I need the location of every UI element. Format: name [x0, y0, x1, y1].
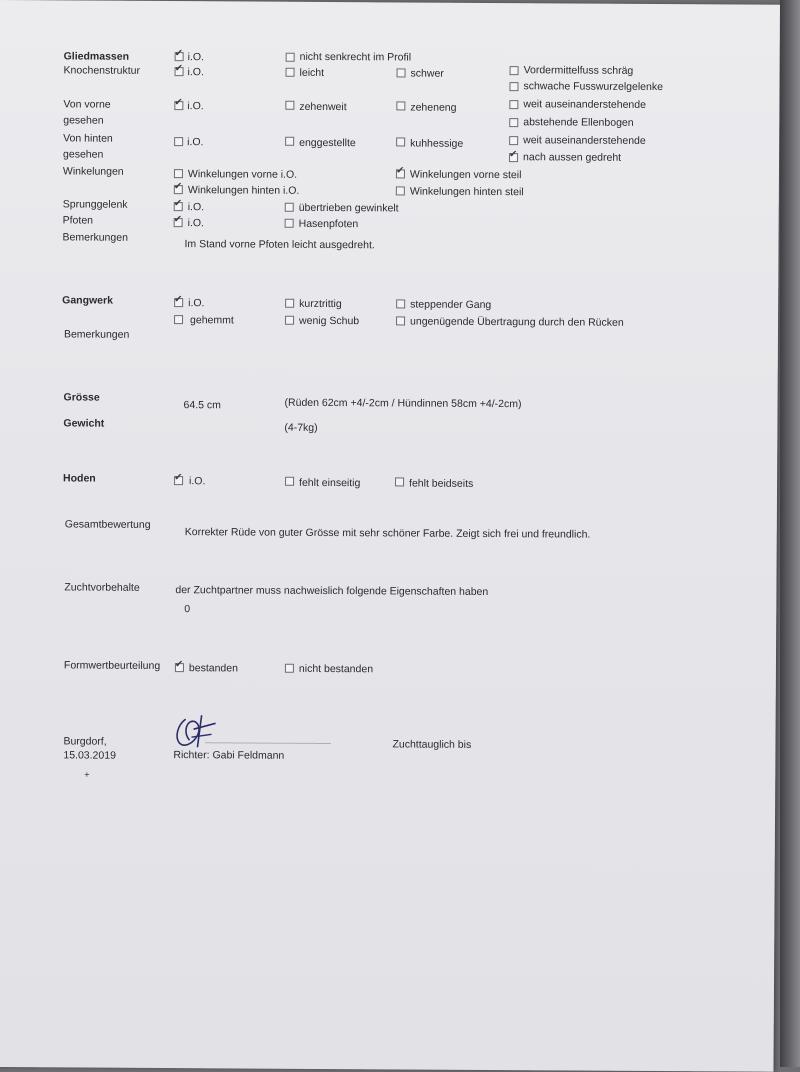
option-label: nicht bestanden — [298, 662, 374, 676]
checkbox-winkel-hinten-io[interactable] — [174, 185, 183, 194]
label-knochenstruktur: Knochenstruktur — [63, 64, 141, 77]
checkbox-hoden-io[interactable] — [174, 476, 183, 485]
option-label: i.O. — [189, 475, 206, 488]
option-label: weit auseinanderstehende — [523, 98, 647, 111]
option-label: fehlt beidseits — [409, 477, 474, 490]
checkbox-sprung-io[interactable] — [174, 202, 183, 211]
option-label: weit auseinanderstehende — [523, 134, 646, 147]
checkbox-zeheneng[interactable] — [396, 101, 405, 110]
option-label: i.O. — [187, 51, 205, 64]
checkbox-ellenbogen[interactable] — [509, 118, 518, 127]
checkbox-schwer[interactable] — [397, 68, 406, 77]
zucht-value: 0 — [184, 603, 191, 616]
checkbox-zehenweit[interactable] — [285, 101, 294, 110]
checkbox-kuhhessige[interactable] — [396, 137, 405, 146]
checkbox-wenig-schub[interactable] — [285, 316, 294, 325]
checkbox-pfoten-io[interactable] — [174, 218, 183, 227]
label-sprunggelenk: Sprunggelenk — [62, 198, 128, 211]
option-label: schwer — [410, 67, 444, 80]
checkbox-weit-auseinander-vorne[interactable] — [509, 100, 518, 109]
option-label: fehlt einseitig — [299, 476, 361, 490]
option-label: Winkelungen vorne i.O. — [187, 168, 298, 181]
checkbox-fehlt-beidseits[interactable] — [395, 477, 404, 486]
option-label: zehenweit — [299, 100, 347, 114]
checkbox-hasenpfoten[interactable] — [285, 219, 294, 228]
option-label: i.O. — [188, 297, 205, 310]
ort: Burgdorf, — [63, 735, 107, 748]
option-label: kurztrittig — [299, 297, 342, 311]
option-label: übertrieben gewinkelt — [298, 201, 399, 215]
label-gewicht: Gewicht — [63, 417, 105, 430]
label-zuchtvorbehalte: Zuchtvorbehalte — [64, 581, 140, 594]
label-groesse: Grösse — [63, 391, 100, 404]
option-label: gehemmt — [190, 314, 234, 327]
label-formwert: Formwertbeurteilung — [63, 659, 161, 672]
checkbox-hinten-io[interactable] — [174, 137, 183, 146]
checkbox-vordermittelfuss[interactable] — [510, 66, 519, 75]
checkbox-steppender[interactable] — [396, 299, 405, 308]
paper-edge — [780, 0, 800, 1067]
option-label: Vordermittelfuss schräg — [523, 64, 634, 77]
option-label: Winkelungen hinten i.O. — [187, 184, 300, 197]
option-label: Hasenpfoten — [298, 217, 359, 231]
label-gliedmassen: Gliedmassen — [63, 50, 130, 63]
option-label: ungenügende Übertragung durch den Rücken — [410, 315, 624, 329]
label-gesamtbewertung: Gesamtbewertung — [64, 518, 151, 531]
zucht-text: der Zuchtpartner muss nachweislich folgende Eigenschaften haben — [175, 584, 489, 598]
option-label: steppender Gang — [410, 298, 492, 312]
label-gangwerk: Gangwerk — [62, 294, 113, 307]
label-gesehen: gesehen — [63, 114, 104, 127]
label-von-vorne: Von vorne — [63, 98, 111, 111]
option-label: kuhhessige — [410, 137, 464, 150]
label-pfoten: Pfoten — [62, 214, 94, 227]
checkbox-nach-aussen[interactable] — [509, 153, 518, 162]
option-label: nach aussen gedreht — [523, 151, 622, 164]
label-gesehen: gesehen — [63, 148, 104, 161]
checkbox-bestanden[interactable] — [175, 663, 184, 672]
option-label: abstehende Ellenbogen — [523, 116, 634, 129]
checkbox-winkel-vorne-steil[interactable] — [396, 169, 405, 178]
option-label: i.O. — [187, 201, 205, 214]
checkbox-knochen-io[interactable] — [175, 67, 184, 76]
checkbox-fehlt-einseitig[interactable] — [285, 477, 294, 486]
checkbox-gliedmassen-io[interactable] — [175, 52, 184, 61]
checkbox-uebertragung[interactable] — [396, 316, 405, 325]
label-gang-bemerkungen: Bemerkungen — [63, 328, 130, 341]
checkbox-gehemmt[interactable] — [174, 315, 183, 324]
checkbox-kurztrittig[interactable] — [285, 299, 294, 308]
signature-icon — [171, 707, 227, 751]
label-hoden: Hoden — [63, 472, 96, 485]
gewicht-norm: (4-7kg) — [284, 421, 318, 434]
option-label: wenig Schub — [299, 314, 360, 328]
option-label: schwache Fusswurzelgelenke — [523, 80, 664, 94]
checkbox-winkel-hinten-steil[interactable] — [396, 186, 405, 195]
option-label: enggestellte — [299, 136, 356, 150]
option-label: bestanden — [188, 662, 239, 675]
checkbox-uebertrieben[interactable] — [285, 203, 294, 212]
option-label: i.O. — [187, 100, 204, 113]
label-bemerkungen: Bemerkungen — [62, 231, 128, 244]
checkbox-gang-io[interactable] — [174, 298, 183, 307]
label-winkelungen: Winkelungen — [62, 165, 124, 178]
groesse-norm: (Rüden 62cm +4/-2cm / Hündinnen 58cm +4/-2cm) — [284, 396, 522, 411]
zuchttauglich: Zuchttauglich bis — [392, 738, 472, 751]
checkbox-profil[interactable] — [286, 53, 295, 62]
plus-mark: + — [84, 769, 90, 780]
checkbox-nicht-bestanden[interactable] — [285, 664, 294, 673]
checkbox-leicht[interactable] — [286, 68, 295, 77]
option-label: nicht senkrecht im Profil — [299, 50, 412, 64]
label-von-hinten: Von hinten — [63, 132, 113, 145]
checkbox-fusswurzel[interactable] — [509, 82, 518, 91]
bemerkungen-text: Im Stand vorne Pfoten leicht ausgedreht. — [184, 238, 375, 252]
checkbox-winkel-vorne-io[interactable] — [174, 169, 183, 178]
datum: 15.03.2019 — [63, 749, 116, 762]
option-label: leicht — [299, 66, 325, 79]
groesse-value: 64.5 cm — [183, 399, 221, 412]
gesamt-text: Korrekter Rüde von guter Grösse mit sehr schöner Farbe. Zeigt sich frei und freundlich. — [184, 526, 591, 541]
checkbox-weit-auseinander-hinten[interactable] — [509, 136, 518, 145]
richter: Richter: Gabi Feldmann — [173, 749, 285, 762]
option-label: i.O. — [187, 136, 204, 149]
option-label: zeheneng — [410, 101, 457, 114]
option-label: i.O. — [187, 217, 205, 230]
option-label: Winkelungen vorne steil — [409, 168, 522, 182]
checkbox-vorne-io[interactable] — [174, 101, 183, 110]
option-label: i.O. — [187, 66, 204, 79]
option-label: Winkelungen hinten steil — [409, 185, 524, 199]
checkbox-enggestellte[interactable] — [285, 137, 294, 146]
